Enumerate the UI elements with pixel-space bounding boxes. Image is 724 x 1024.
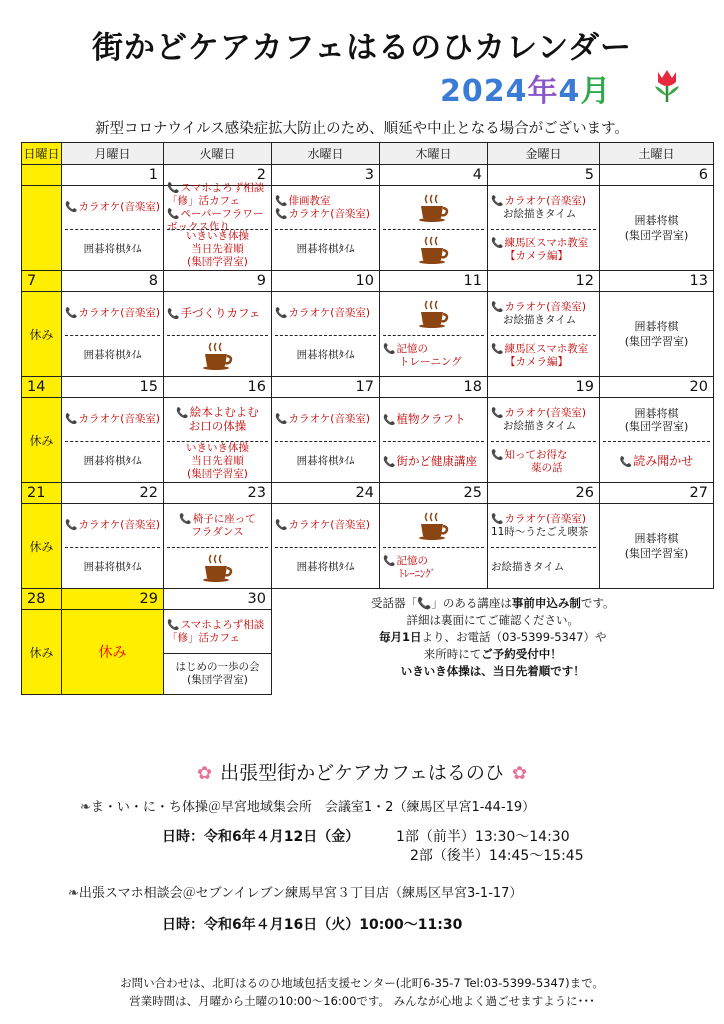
week-row xyxy=(22,271,714,377)
day-cell: 28 休み xyxy=(22,589,62,695)
day-cell: 2 📞スマホよろず相談 「修」活カフェ 📞ペーパーフラワー ボックス作り いきいき体操 当日先着順 (集団学習室) xyxy=(164,165,272,271)
day-cell: 22 📞カラオケ(音楽室) 囲碁将棋ﾀｲﾑ xyxy=(62,483,164,589)
weekday-label: 日曜日 xyxy=(22,143,62,165)
weekday-label: 木曜日 xyxy=(380,143,488,165)
day-cell: 10 📞カラオケ(音楽室) 囲碁将棋ﾀｲﾑ xyxy=(272,271,380,377)
day-number: 8 xyxy=(62,271,163,292)
phone-icon: 📞 xyxy=(619,456,633,468)
weekday-label: 土曜日 xyxy=(600,143,714,165)
weekday-header xyxy=(22,143,714,165)
phone-icon: 📞 xyxy=(275,195,288,207)
day-cell xyxy=(380,165,488,271)
phone-icon: 📞 xyxy=(65,308,78,319)
day-cell xyxy=(22,165,62,271)
phone-icon: 📞 xyxy=(179,513,192,525)
phone-icon: 📞 xyxy=(491,237,504,249)
event-1-part-2: 2部（後半）14:45～15:45 xyxy=(410,848,584,864)
day-number: 2 xyxy=(164,165,271,186)
day-cell: 17 📞カラオケ(音楽室) 囲碁将棋ﾀｲﾑ xyxy=(272,377,380,483)
day-cell: 18 📞植物クラフト 📞街かど健康講座 xyxy=(380,377,488,483)
day-cell: 26 📞カラオケ(音楽室) 11時～うたごえ喫茶 お絵描きタイム xyxy=(488,483,600,589)
phone-icon: 📞 xyxy=(491,195,504,207)
day-number: 25 xyxy=(380,483,487,504)
day-number: 16 xyxy=(164,377,271,398)
day-number: 6 xyxy=(600,165,713,186)
day-cell: 12 📞カラオケ(音楽室) お絵描きタイム 📞練馬区スマホ教室 【カメラ編】 xyxy=(488,271,600,377)
day-number: 3 xyxy=(272,165,379,186)
phone-icon: 📞 xyxy=(417,596,432,610)
phone-icon: 📞 xyxy=(65,520,78,531)
flower-icon: ✿ xyxy=(196,763,213,784)
tulip-icon xyxy=(652,66,682,102)
day-cell: 19 📞カラオケ(音楽室) お絵描きタイム 📞知ってお得な 薬の話 xyxy=(488,377,600,483)
day-number: 27 xyxy=(600,483,713,504)
phone-icon: 📞 xyxy=(383,555,396,567)
day-number: 12 xyxy=(488,271,599,292)
day-number: 29 xyxy=(62,589,163,610)
day-number: 5 xyxy=(488,165,599,186)
coffee-cup-icon xyxy=(417,193,451,223)
weekday-label: 月曜日 xyxy=(62,143,164,165)
page-title: 街かどケアカフェはるのひカレンダー xyxy=(91,30,633,66)
info-cell xyxy=(272,589,714,695)
day-number: 18 xyxy=(380,377,487,398)
phone-icon: 📞 xyxy=(275,520,288,531)
day-cell: 1 📞カラオケ(音楽室) 囲碁将棋ﾀｲﾑ xyxy=(62,165,164,271)
event-1-part-1: 1部（前半）13:30～14:30 xyxy=(396,829,570,845)
year-month: 2024年4月 xyxy=(440,74,612,109)
phone-icon: 📞 xyxy=(383,456,396,468)
coffee-cup-icon xyxy=(201,341,235,371)
day-cell: 13 囲碁将棋 (集団学習室) xyxy=(600,271,714,377)
leaf-icon: ❧ xyxy=(80,800,91,815)
phone-icon: 📞 xyxy=(383,343,396,355)
day-number: 13 xyxy=(600,271,713,292)
phone-icon: 📞 xyxy=(275,208,288,220)
day-number: 17 xyxy=(272,377,379,398)
week-row xyxy=(22,377,714,483)
phone-icon: 📞 xyxy=(167,182,180,194)
day-cell: 5 📞カラオケ(音楽室) お絵描きタイム 📞練馬区スマホ教室 【カメラ編】 xyxy=(488,165,600,271)
phone-icon: 📞 xyxy=(65,414,78,425)
week-row xyxy=(22,589,714,695)
outreach-title: ✿ 出張型街かどケアカフェはるのひ ✿ xyxy=(196,762,528,784)
day-cell: 11 📞記憶の トレーニング xyxy=(380,271,488,377)
day-cell: 21 休み xyxy=(22,483,62,589)
day-number: 30 xyxy=(164,589,271,610)
coffee-cup-icon xyxy=(417,235,451,265)
coffee-cup-icon xyxy=(417,299,451,329)
phone-icon: 📞 xyxy=(491,301,504,313)
coffee-cup-icon xyxy=(417,511,451,541)
day-cell: 8 📞カラオケ(音楽室) 囲碁将棋ﾀｲﾑ xyxy=(62,271,164,377)
day-number: 20 xyxy=(600,377,713,398)
footer: お問い合わせは、北町はるのひ地域包括支援センター(北町6-35-7 Tel:03-5399-5347)まで。 営業時間は、月曜から土曜の10:00～16:00です。 みんなが心地よく過ごせますように･･･ xyxy=(120,976,604,1008)
day-number: 11 xyxy=(380,271,487,292)
leaf-icon: ❧ xyxy=(68,886,79,901)
week-row xyxy=(22,165,714,271)
phone-icon: 📞 xyxy=(167,308,180,320)
coffee-cup-icon xyxy=(201,553,235,583)
day-number: 24 xyxy=(272,483,379,504)
phone-icon: 📞 xyxy=(275,308,288,319)
day-cell: 15 📞カラオケ(音楽室) 囲碁将棋ﾀｲﾑ xyxy=(62,377,164,483)
day-number: 15 xyxy=(62,377,163,398)
day-cell: 7 休み xyxy=(22,271,62,377)
phone-icon: 📞 xyxy=(383,414,396,426)
event-1-date: 日時：令和6年４月12日（金） xyxy=(162,829,360,845)
day-cell: 6 囲碁将棋 (集団学習室) xyxy=(600,165,714,271)
day-cell: 16 📞絵本よむよむ お口の体操 いきいき体操 当日先着順 (集団学習室) xyxy=(164,377,272,483)
phone-icon: 📞 xyxy=(491,513,504,525)
booking-info: 受話器「📞」のある講座は事前申込み制です。 詳細は裏面にてご確認ください。 毎月1日より、お電話（03-5399-5347）や 来所時にてご予約受付中！ いきいき体操は、当日先着順です！ xyxy=(371,596,615,678)
weekday-label: 金曜日 xyxy=(488,143,600,165)
phone-icon: 📞 xyxy=(167,619,180,631)
day-cell: 23 📞椅子に座って フラダンス xyxy=(164,483,272,589)
notice-text: 新型コロナウイルス感染症拡大防止のため、順延や中止となる場合がございます。 xyxy=(95,121,629,137)
day-number: 4 xyxy=(380,165,487,186)
outreach-event-1: ❧ま・い・に・ち体操＠早宮地域集会所 会議室1・2（練馬区早宮1-44-19） xyxy=(80,800,536,815)
day-cell: 14 休み xyxy=(22,377,62,483)
day-cell: 9 📞手づくりカフェ xyxy=(164,271,272,377)
day-number: 10 xyxy=(272,271,379,292)
day-number: 1 xyxy=(62,165,163,186)
outreach-event-2: ❧出張スマホ相談会＠セブンイレブン練馬早宮３丁目店（練馬区早宮3-1-17） xyxy=(68,886,523,901)
weekday-label: 火曜日 xyxy=(164,143,272,165)
phone-icon: 📞 xyxy=(176,408,189,419)
day-cell: 29 休み xyxy=(62,589,164,695)
calendar-table xyxy=(21,142,714,695)
phone-icon: 📞 xyxy=(167,208,180,220)
flower-icon: ✿ xyxy=(511,763,528,784)
event-2-date: 日時：令和6年４月16日（火）10:00～11:30 xyxy=(162,917,463,933)
day-number: 23 xyxy=(164,483,271,504)
day-number: 26 xyxy=(488,483,599,504)
phone-icon: 📞 xyxy=(491,449,504,461)
day-cell: 3 📞俳画教室 📞カラオケ(音楽室) 囲碁将棋ﾀｲﾑ xyxy=(272,165,380,271)
phone-icon: 📞 xyxy=(491,343,504,355)
day-cell: 25 📞記憶の ﾄﾚｰﾆﾝｸﾞ xyxy=(380,483,488,589)
week-row xyxy=(22,483,714,589)
day-number: 9 xyxy=(164,271,271,292)
day-cell: 20 囲碁将棋 (集団学習室) 📞読み聞かせ xyxy=(600,377,714,483)
day-cell: 30 📞スマホよろず相談 「修」活カフェ はじめの一歩の会 (集団学習室) xyxy=(164,589,272,695)
weekday-label: 水曜日 xyxy=(272,143,380,165)
day-number: 22 xyxy=(62,483,163,504)
day-cell: 27 囲碁将棋 (集団学習室) xyxy=(600,483,714,589)
day-number: 19 xyxy=(488,377,599,398)
day-cell: 24 📞カラオケ(音楽室) 囲碁将棋ﾀｲﾑ xyxy=(272,483,380,589)
phone-icon: 📞 xyxy=(275,414,288,425)
phone-icon: 📞 xyxy=(65,202,78,213)
phone-icon: 📞 xyxy=(491,407,504,419)
